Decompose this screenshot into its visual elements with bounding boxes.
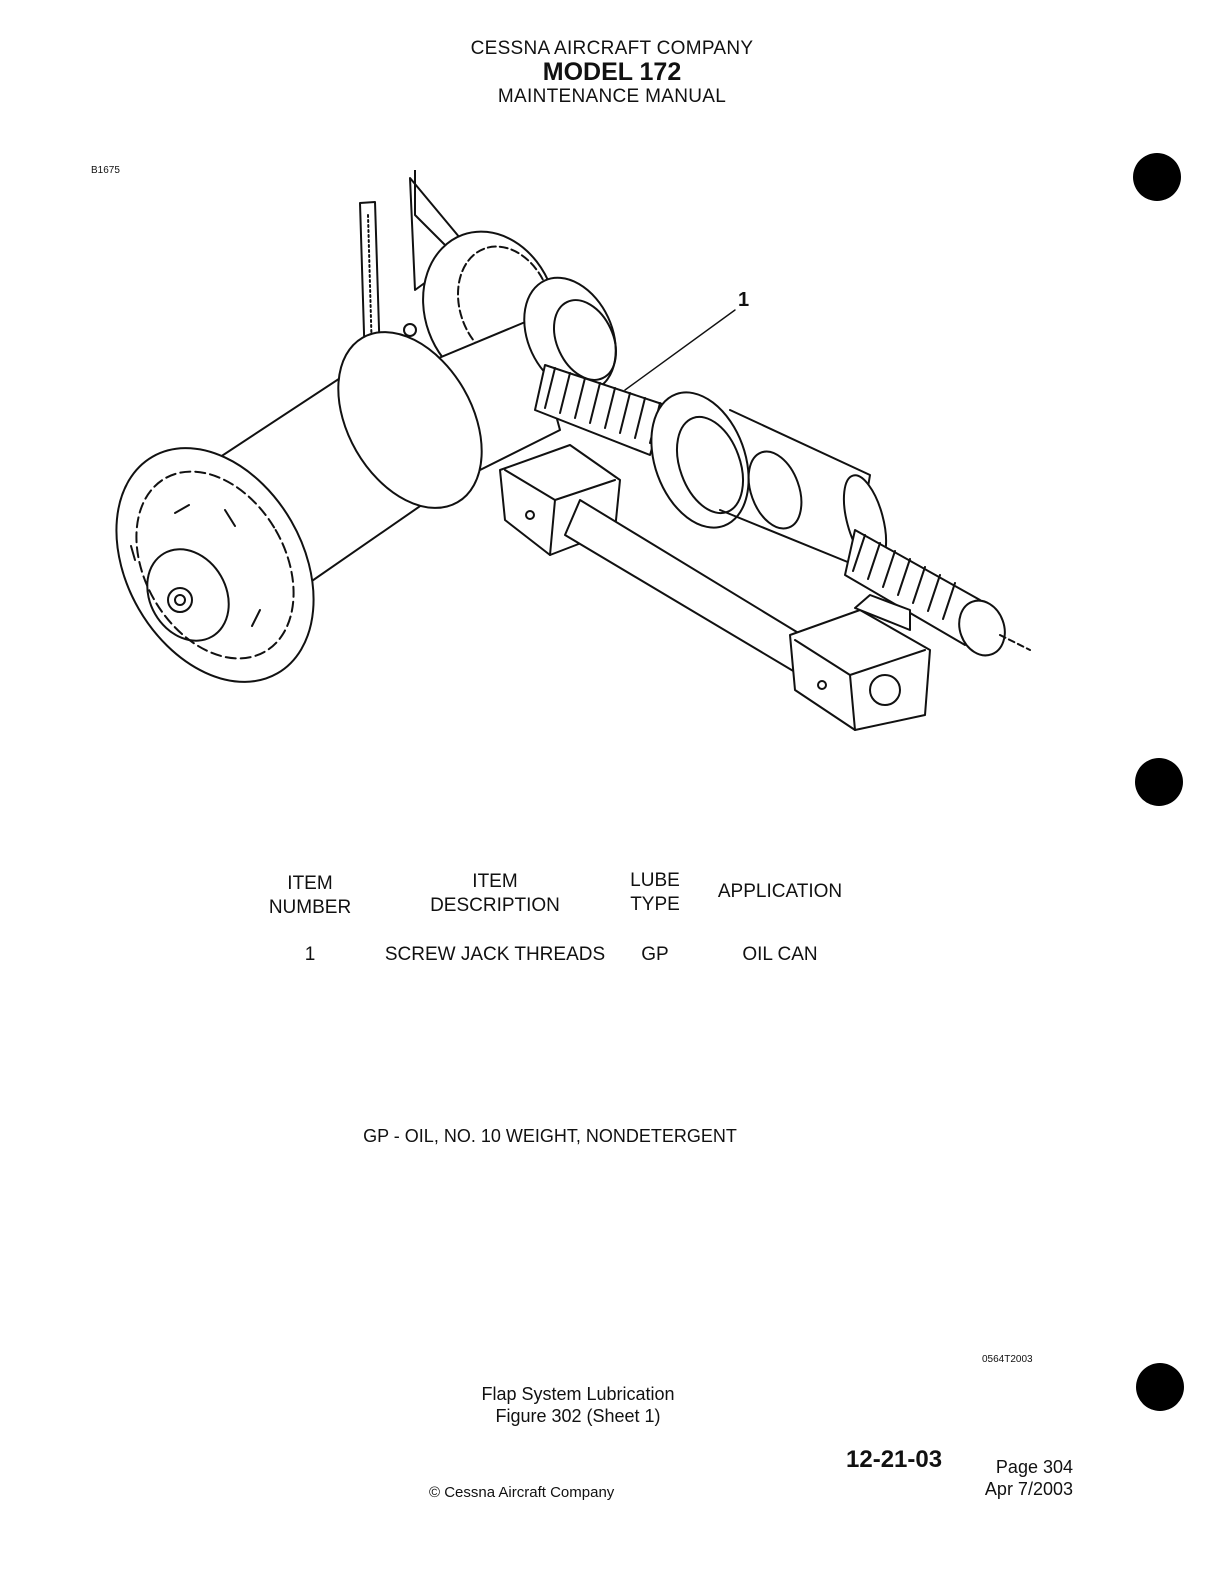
figure-id: B1675 [91,165,120,176]
figure-caption-sheet: Figure 302 (Sheet 1) [495,1406,661,1426]
header-item-description [405,870,585,918]
figure-caption-title: Flap System Lubrication [481,1384,675,1404]
page-number: Page 304 [995,1457,1073,1477]
header-lube-type [615,869,695,917]
callout-leader-line [625,310,735,390]
cell-item-description: SCREW JACK THREADS [384,944,606,965]
header-item-number-line1: ITEM [287,873,333,894]
punch-hole-top [1133,153,1181,201]
company-name: CESSNA AIRCRAFT COMPANY [470,38,754,59]
figure-stamp: 0564T2003 [982,1354,1033,1365]
callout-number: 1 [738,289,750,311]
cell-item-number: 1 [304,944,316,965]
header-lube-type-line2: TYPE [630,894,680,915]
lube-legend: GP - OIL, NO. 10 WEIGHT, NONDETERGENT [363,1126,737,1146]
punch-hole-middle [1135,758,1183,806]
header-lube-type-line1: LUBE [630,870,680,891]
header-item-description-line1: ITEM [472,871,518,892]
cell-application: OIL CAN [742,944,818,965]
header-item-description-line2: DESCRIPTION [430,895,560,916]
manual-title: MAINTENANCE MANUAL [497,86,727,107]
model-title: MODEL 172 [542,58,682,86]
header-application: APPLICATION [717,881,843,902]
cell-lube-type: GP [641,944,669,965]
header-item-number-line2: NUMBER [268,897,352,918]
flap-actuator-illustration [110,170,1040,750]
revision-date: Apr 7/2003 [984,1479,1073,1499]
header-item-number [250,872,370,920]
copyright-notice: © Cessna Aircraft Company [429,1484,615,1501]
ata-chapter-number: 12-21-03 [846,1446,943,1473]
